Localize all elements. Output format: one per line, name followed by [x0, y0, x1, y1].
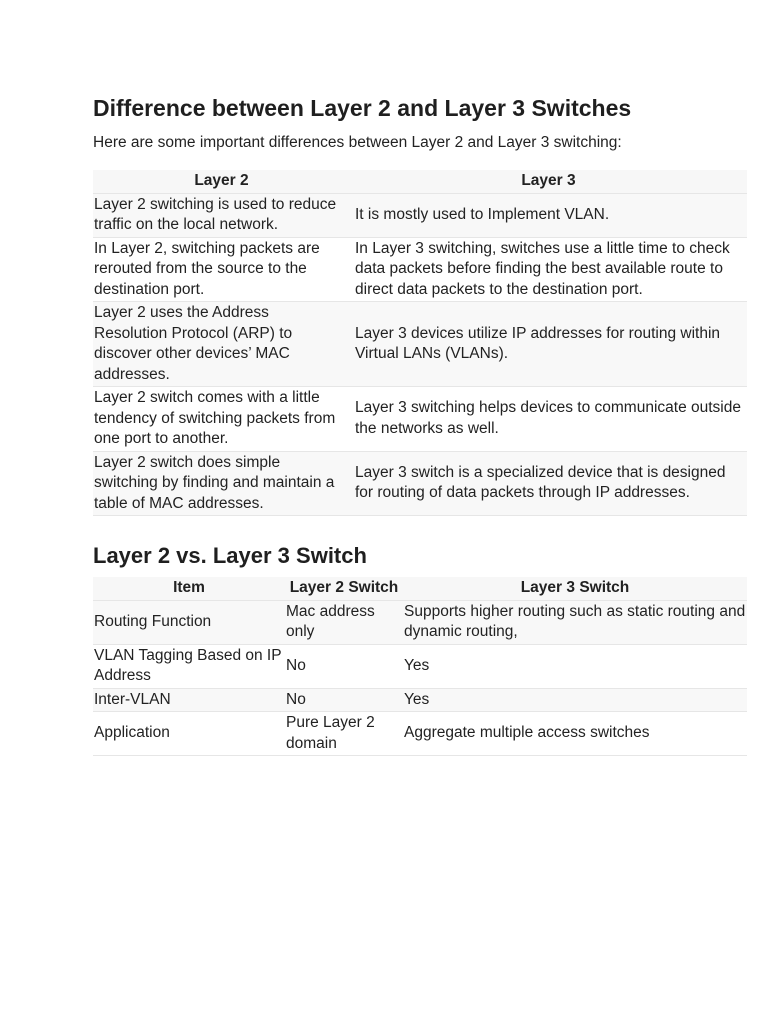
table-header-row	[93, 577, 747, 600]
intro-paragraph: Here are some important differences between Layer 2 and Layer 3 switching:	[93, 134, 622, 151]
column-header-layer2-switch: Layer 2 Switch	[285, 577, 403, 600]
table-cell: Inter-VLAN	[93, 688, 285, 712]
table-row	[93, 193, 747, 237]
table-cell: Mac address only	[285, 600, 403, 644]
table-row	[93, 387, 747, 452]
table-cell: VLAN Tagging Based on IP Address	[93, 644, 285, 688]
table-cell: Pure Layer 2 domain	[285, 712, 403, 756]
layer-comparison-table	[93, 170, 747, 516]
table-cell: Layer 3 devices utilize IP addresses for routing within Virtual LANs (VLANs).	[350, 302, 747, 387]
column-header-item: Item	[93, 577, 285, 600]
table-cell: Layer 3 switch is a specialized device that is designed for routing of data packets through IP addresses.	[350, 451, 747, 516]
table-cell: No	[285, 688, 403, 712]
table-cell: Supports higher routing such as static routing and dynamic routing,	[403, 600, 747, 644]
table-row	[93, 600, 747, 644]
column-header-layer3-switch: Layer 3 Switch	[403, 577, 747, 600]
section-title: Layer 2 vs. Layer 3 Switch	[93, 543, 367, 568]
table-cell: Layer 2 uses the Address Resolution Protocol (ARP) to discover other devices’ MAC addresses.	[93, 302, 350, 387]
table-row	[93, 451, 747, 516]
table-row	[93, 237, 747, 302]
table-cell: Layer 3 switching helps devices to communicate outside the networks as well.	[350, 387, 747, 452]
table-row	[93, 302, 747, 387]
table-cell: Layer 2 switching is used to reduce traffic on the local network.	[93, 193, 350, 237]
table-cell: Layer 2 switch does simple switching by finding and maintain a table of MAC addresses.	[93, 451, 350, 516]
column-header-layer3: Layer 3	[350, 170, 747, 193]
page-title: Difference between Layer 2 and Layer 3 Switches	[93, 95, 632, 121]
table-cell: It is mostly used to Implement VLAN.	[350, 193, 747, 237]
table-cell: Application	[93, 712, 285, 756]
table-header-row	[93, 170, 747, 193]
column-header-layer2: Layer 2	[93, 170, 350, 193]
table-cell: Yes	[403, 644, 747, 688]
section-spacer	[93, 516, 747, 541]
table-cell: No	[285, 644, 403, 688]
table-cell: Routing Function	[93, 600, 285, 644]
table-cell: Aggregate multiple access switches	[403, 712, 747, 756]
table-cell: Layer 2 switch comes with a little tendency of switching packets from one port to another.	[93, 387, 350, 452]
table-row	[93, 712, 747, 756]
table-cell: In Layer 3 switching, switches use a little time to check data packets before finding the best available route to direct data packets to the destination port.	[350, 237, 747, 302]
table-row	[93, 688, 747, 712]
table-cell: In Layer 2, switching packets are rerouted from the source to the destination port.	[93, 237, 350, 302]
table-cell: Yes	[403, 688, 747, 712]
article	[93, 92, 747, 756]
table-row	[93, 644, 747, 688]
switch-comparison-table	[93, 577, 747, 756]
